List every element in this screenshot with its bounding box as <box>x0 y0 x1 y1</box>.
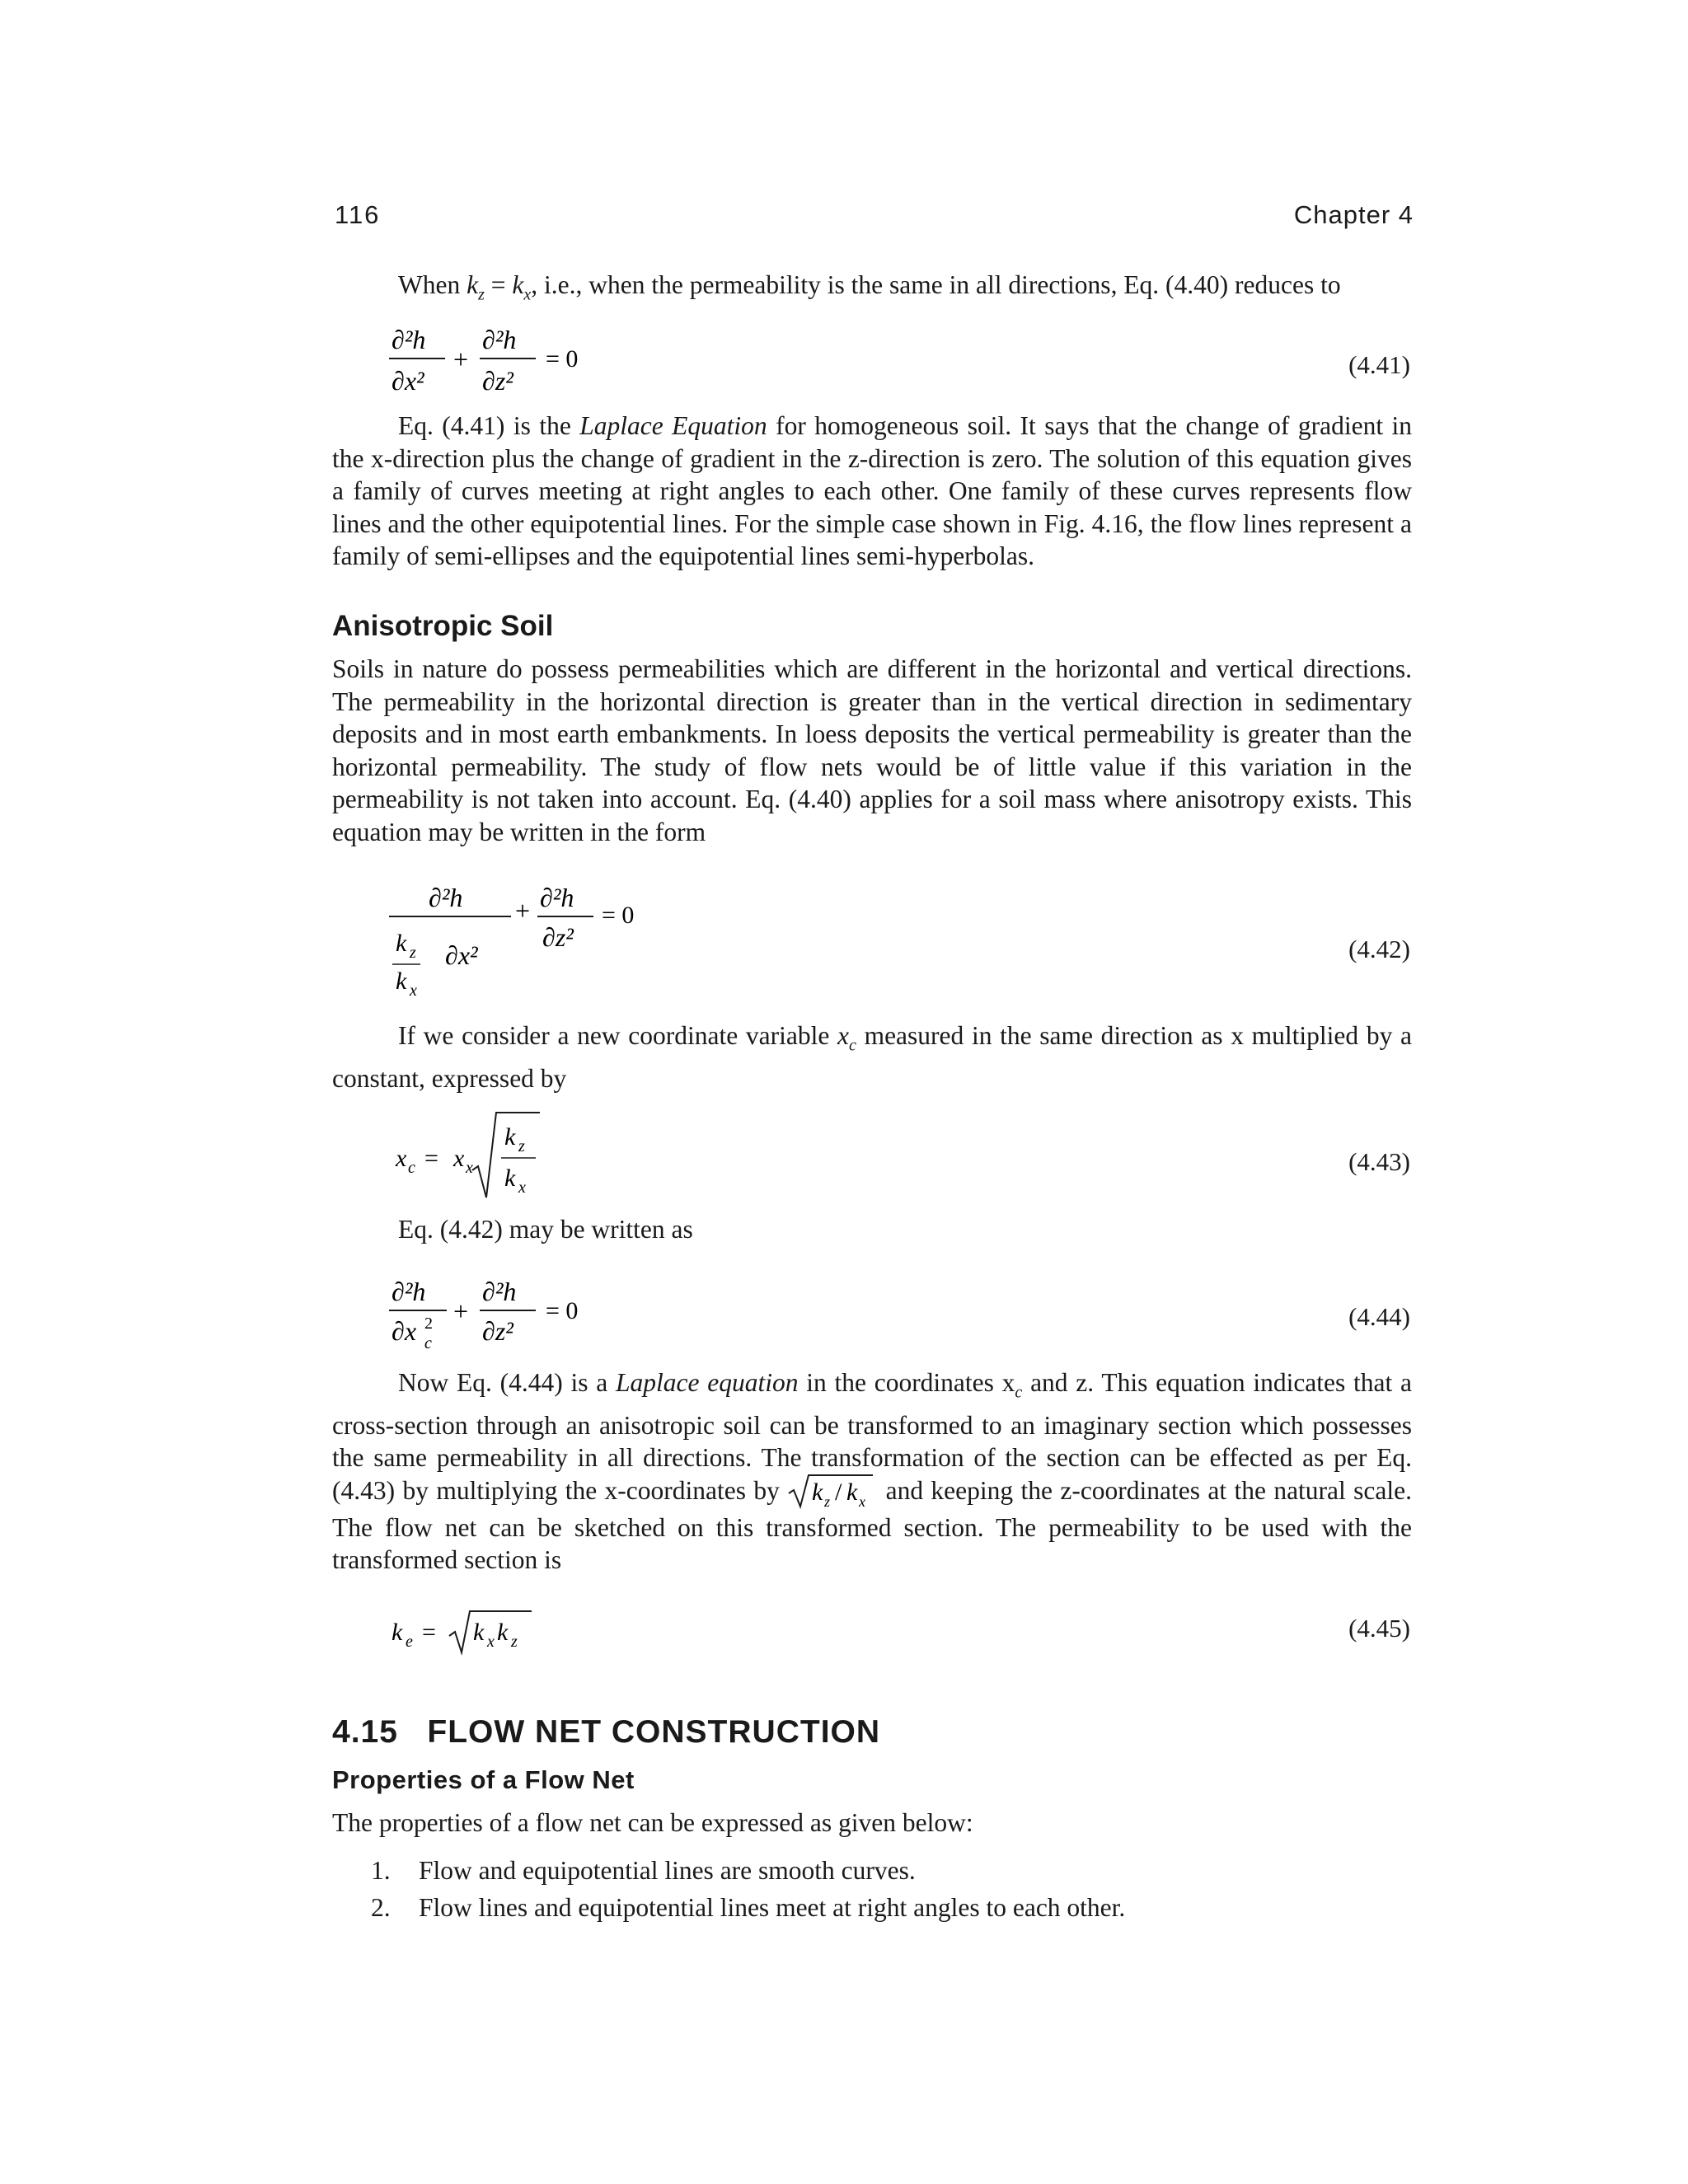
equation-number-4-42: (4.42) <box>1348 935 1410 963</box>
svg-text:z: z <box>410 944 416 962</box>
equation-4-42 <box>387 874 651 1014</box>
svg-text:k: k <box>504 1165 516 1192</box>
svg-text:x: x <box>466 1159 473 1177</box>
paragraph-transformation: Now Eq. (4.44) is a Laplace equation in the coordinates $x_c$ and z. This equation indicates that a cross-section through an anisotropic soil can be transformed to an imaginary section which possesses the same permeability in all directions. The transformation of the section can be effected as per Eq. (4.43) by multiplying the x-coordinates by k z / k x and keeping the z-coordinates at the natural scale. The flow net can be sketched on this transformed section. The permeability to be used with the transformed section is <box>332 1368 1412 1575</box>
svg-text:+: + <box>515 896 531 926</box>
paragraph-eq442-written: Eq. (4.42) may be written as <box>398 1215 693 1244</box>
equation-4-44 <box>387 1269 602 1360</box>
svg-text:k: k <box>392 1619 403 1646</box>
svg-text:c: c <box>424 1334 432 1352</box>
svg-text:=: = <box>422 1619 436 1646</box>
svg-text:∂²h: ∂²h <box>392 325 426 354</box>
svg-text:x: x <box>410 982 417 1000</box>
svg-text:∂z²: ∂z² <box>482 366 513 396</box>
svg-text:x: x <box>453 1145 465 1172</box>
svg-text:∂x: ∂x <box>392 1316 417 1346</box>
svg-text:= 0: = 0 <box>602 902 635 929</box>
svg-text:∂x²: ∂x² <box>392 366 424 396</box>
equation-number-4-43: (4.43) <box>1348 1147 1410 1176</box>
equation-number-4-45: (4.45) <box>1348 1614 1410 1643</box>
svg-text:k: k <box>846 1478 858 1506</box>
paragraph-coordinate: If we consider a new coordinate variable $x_c$ measured in the same direction as x multiplied by a constant, expressed by <box>332 1021 1412 1093</box>
svg-text:k: k <box>497 1619 509 1646</box>
equation-4-45 <box>387 1603 552 1661</box>
svg-text:z: z <box>518 1137 525 1155</box>
section-heading-flow-net-construction: 4.15 FLOW NET CONSTRUCTION <box>332 1714 881 1750</box>
svg-text:k: k <box>812 1478 823 1506</box>
svg-text:∂²h: ∂²h <box>482 325 517 354</box>
list-item: 2. Flow lines and equipotential lines meet at right angles to each other. <box>371 1893 1126 1922</box>
svg-text:∂²h: ∂²h <box>429 883 463 912</box>
equation-4-41 <box>387 317 602 400</box>
svg-text:x: x <box>487 1633 495 1651</box>
svg-text:∂²h: ∂²h <box>392 1277 426 1306</box>
svg-text:+: + <box>453 1296 469 1326</box>
svg-text:/: / <box>835 1478 842 1506</box>
svg-text:= 0: = 0 <box>546 1297 579 1324</box>
sqrt-kz-over-kx <box>787 1475 878 1511</box>
svg-text:∂²h: ∂²h <box>540 883 574 912</box>
equation-number-4-44: (4.44) <box>1348 1302 1410 1331</box>
svg-text:∂z²: ∂z² <box>482 1316 513 1346</box>
svg-text:k: k <box>396 930 407 957</box>
svg-text:z: z <box>824 1493 831 1510</box>
svg-text:x: x <box>859 1493 866 1510</box>
paragraph-laplace: Eq. (4.41) is the Laplace Equation for homogeneous soil. It says that the change of gradient in the x-direction plus the change of gradient in the z-direction is zero. The solution of this equation gives a family of curves meeting at right angles to each other. One family of these curves represents flow lines and the other equipotential lines. For the simple case shown in Fig. 4.16, the flow lines represent a family of semi-ellipses and the equipotential lines semi-hyperbolas. <box>332 411 1413 570</box>
svg-text:k: k <box>396 968 407 995</box>
svg-text:= 0: = 0 <box>546 345 579 373</box>
svg-text:k: k <box>473 1619 485 1646</box>
page-number: 116 <box>335 200 381 229</box>
svg-text:x: x <box>518 1179 526 1197</box>
paragraph-anisotropic: Soils in nature do possess permeabilities which are different in the horizontal and vertical directions. The permeability in the horizontal direction is greater than in the vertical direction in sedimentary deposits and in most earth embankments. In loess deposits the vertical permeability is greater than the horizontal permeability. The study of flow nets would be of little value if this variation in the permeability is not taken into account. Eq. (4.40) applies for a soil mass where anisotropy exists. This equation may be written in the form <box>332 654 1412 846</box>
paragraph-properties-intro: The properties of a flow net can be expressed as given below: <box>332 1808 973 1837</box>
svg-text:+: + <box>453 344 469 374</box>
svg-text:k: k <box>504 1123 516 1151</box>
equation-4-43 <box>387 1108 577 1207</box>
svg-text:z: z <box>511 1633 518 1651</box>
heading-anisotropic-soil: Anisotropic Soil <box>332 610 554 642</box>
subheading-properties: Properties of a Flow Net <box>332 1765 635 1794</box>
svg-text:2: 2 <box>424 1315 433 1333</box>
svg-text:=: = <box>424 1145 438 1172</box>
chapter-label: Chapter 4 <box>1293 200 1414 229</box>
svg-text:x: x <box>396 1145 407 1172</box>
svg-text:e: e <box>406 1633 413 1651</box>
svg-text:∂²h: ∂²h <box>482 1277 517 1306</box>
paragraph-intro: When $k_z = k_x$, i.e., when the permeability is the same in all directions, Eq. (4.40) reduces to <box>398 270 1341 304</box>
equation-number-4-41: (4.41) <box>1348 350 1410 379</box>
svg-text:c: c <box>408 1159 415 1177</box>
list-item: 1. Flow and equipotential lines are smooth curves. <box>371 1856 916 1885</box>
svg-text:∂x²: ∂x² <box>445 940 478 970</box>
svg-text:∂z²: ∂z² <box>542 922 574 952</box>
